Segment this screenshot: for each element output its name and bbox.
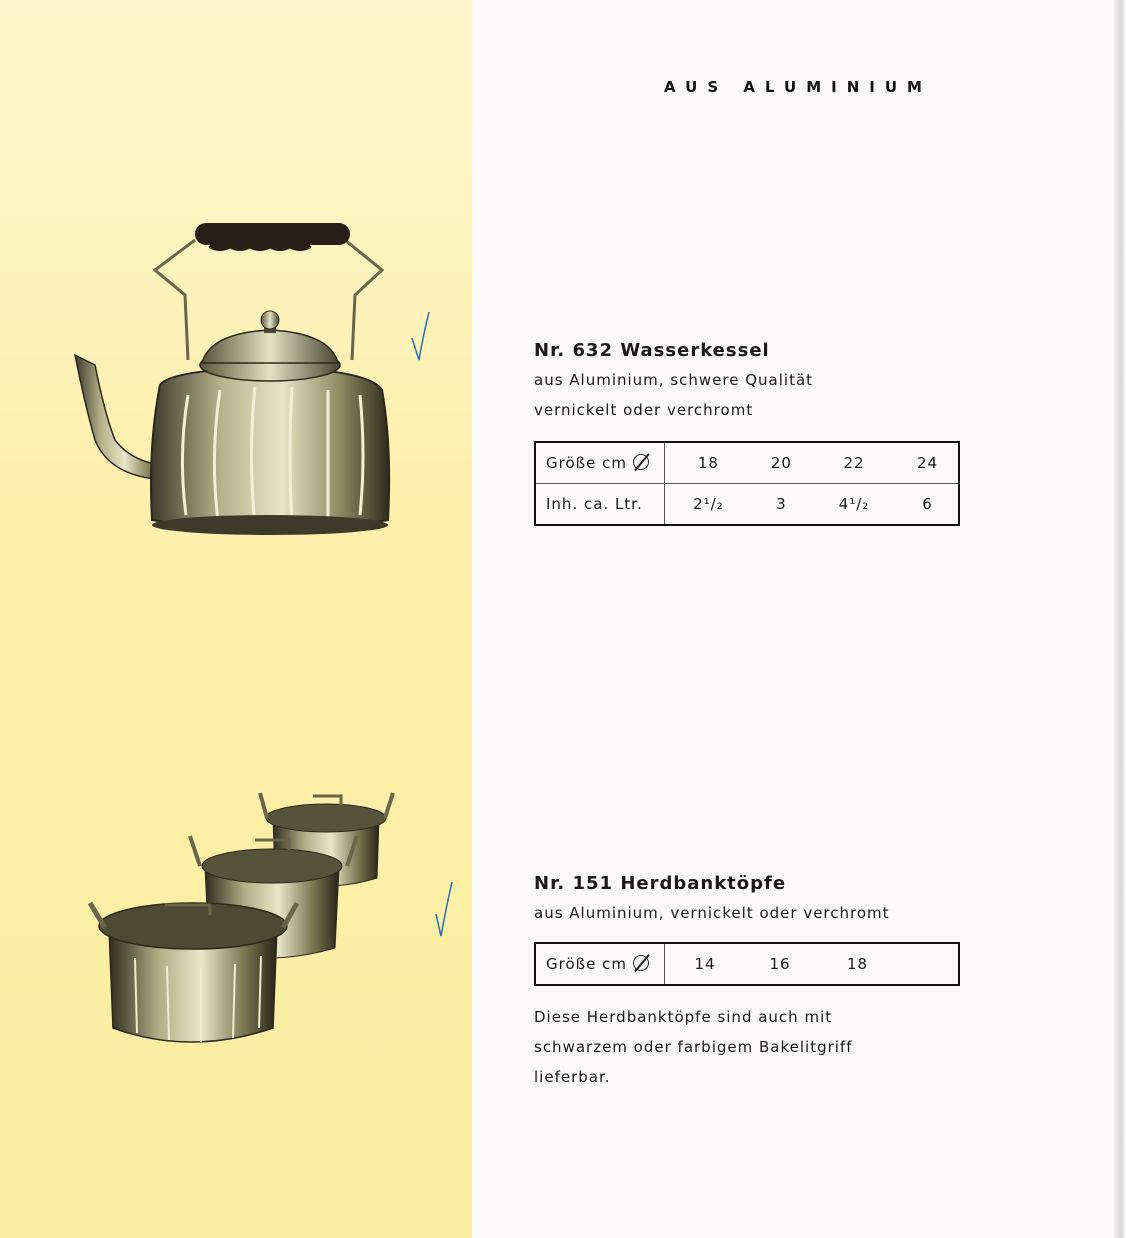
note-line: Diese Herdbanktöpfe sind auch mit	[534, 1008, 833, 1026]
check-mark-icon	[408, 308, 432, 364]
table-row-label: Größe cm	[535, 943, 665, 985]
table-cell: 18	[846, 955, 869, 973]
product-title: Nr. 151 Herdbanktöpfe	[534, 873, 787, 894]
product-151	[534, 873, 890, 922]
kettle-illustration	[70, 215, 400, 545]
table-cell: 16	[769, 955, 791, 973]
note-line: lieferbar.	[534, 1068, 611, 1086]
table-row-label: Inh. ca. Ltr.	[535, 484, 665, 526]
table-cell: 18	[665, 442, 752, 484]
diameter-icon	[633, 955, 649, 971]
kettle-size-table	[534, 441, 960, 526]
table-row	[535, 943, 959, 985]
product-description: aus Aluminium, vernickelt oder verchromt	[534, 904, 890, 922]
product-title: Nr. 632 Wasserkessel	[534, 340, 770, 361]
product-note	[534, 1008, 853, 1086]
table-row	[535, 442, 959, 484]
table-cell: 2¹/₂	[693, 495, 724, 513]
page-edge	[1114, 0, 1126, 1238]
table-cell: 22	[811, 442, 897, 484]
pot-size-table	[534, 942, 960, 986]
product-632	[534, 340, 813, 419]
check-mark-icon	[432, 878, 456, 940]
table-cell: 20	[752, 442, 811, 484]
stacked-pots-illustration	[85, 788, 405, 1068]
note-line: schwarzem oder farbigem Bakelitgriff	[534, 1038, 853, 1056]
diameter-icon	[633, 454, 649, 470]
product-description: aus Aluminium, schwere Qualität	[534, 371, 814, 389]
table-cell: 4¹/₂	[838, 495, 870, 513]
table-row-label: Größe cm	[535, 442, 665, 484]
product-description: vernickelt oder verchromt	[534, 401, 754, 419]
table-cell: 14	[694, 955, 716, 973]
table-cell: 3	[776, 495, 787, 513]
table-row	[535, 484, 959, 526]
table-cell: 6	[922, 495, 933, 513]
page-header: AUS ALUMINIUM	[664, 78, 932, 96]
table-cell-empty	[900, 943, 959, 985]
table-cell: 24	[897, 442, 959, 484]
